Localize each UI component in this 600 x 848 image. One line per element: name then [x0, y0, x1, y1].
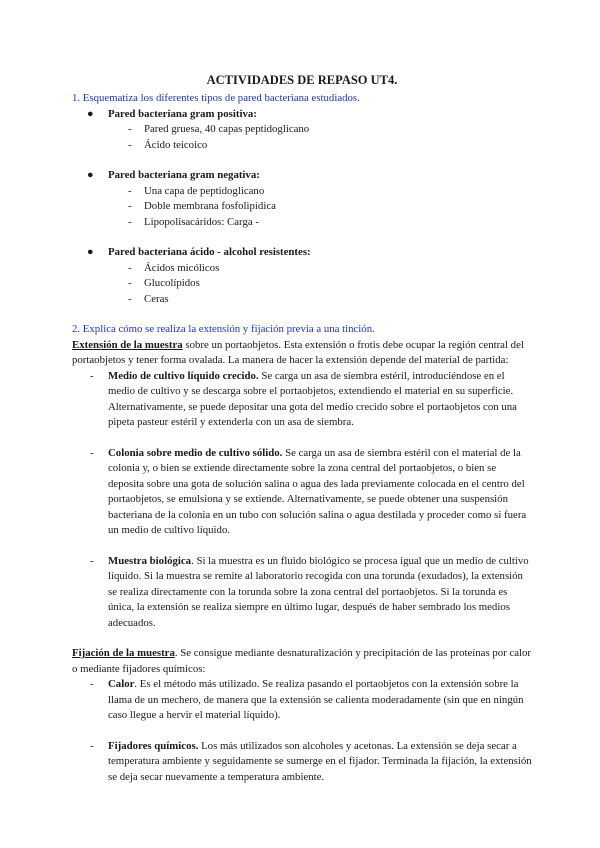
- list-item: - Ácidos micólicos: [128, 261, 220, 274]
- bullet-icon: ●: [87, 246, 94, 258]
- list-item: - Ácido teicoico: [128, 138, 208, 151]
- fixation-paragraph: Fijación de la muestra. Se consigue mediante desnaturalización y precipitación de las proteínas por calor o mediante fijadores químicos:: [72, 647, 532, 675]
- bullet-acid-alcohol-resistant: ● Pared bacteriana ácido - alcohol resistentes:: [72, 245, 532, 261]
- extension-heading: Extensión de la muestra: [72, 338, 183, 351]
- list-item: - Ceras: [128, 292, 169, 305]
- bullet-icon: ●: [87, 107, 94, 120]
- list-item: - Pared gruesa, 40 capas peptidoglicano: [128, 123, 310, 135]
- bullet-gram-negative: ● Pared bacteriana gram negativa:: [72, 168, 532, 184]
- question-2: 2. Explica cómo se realiza la extensión y fijación previa a una tinción.: [72, 323, 375, 335]
- extension-item-liquid: - Medio de cultivo líquido crecido. Se carga un asa de siembra estéril, introduciéndose en el medio de cultivo y se descarga sobre el portaobjetos, extendiendo el material en su superficie. Alternativamente, se puede depositar una gota del medio crecido sobre el portaobjetos con una pipeta pasteur estéril y extenderla con un asa de siembra.: [90, 369, 517, 428]
- fixation-heading: Fijación de la muestra: [72, 647, 175, 659]
- list-item: - Doble membrana fosfolipídica: [128, 200, 276, 212]
- bullet-gram-positive: ● Pared bacteriana gram positiva:: [72, 107, 532, 123]
- list-item: - Una capa de peptidoglicano: [128, 184, 265, 197]
- fixation-item-chemical: - Fijadores químicos. Los más utilizados son alcoholes y acetonas. La extensión se deja secar a temperatura ambiente y seguidamente se sumerge en el fijador. Terminada la fijación, la extensión se deja secar nuevamente a temperatura ambiente.: [90, 739, 532, 783]
- question-1: 1. Esquematiza los diferentes tipos de pared bacteriana estudiados.: [72, 92, 360, 104]
- extension-item-colony: - Colonia sobre medio de cultivo sólido. Se carga un asa de siembra estéril con el material de la colonia y, o bien se extiende directamente sobre la zona central del portaobjetos, o bien se deposita sobre una gota de solución salina o agua des lada previamente colocada en el centro del portaobjetos, se emulsiona y se extiende. Alternativamente, se puede obtener una suspensión bacteriana de la colonia en un tubo con solución salina o agua destilada y proceder como si fuera un medio de cultivo líquido.: [90, 446, 527, 536]
- extension-paragraph: Extensión de la muestra sobre un portaobjetos. Esta extensión o frotis debe ocupar la región central del portaobjetos y tener forma ovalada. La manera de hacer la extensión depende del material de partida:: [72, 338, 524, 366]
- extension-item-biological: - Muestra biológica. Si la muestra es un fluido biológico se procesa igual que un medio de cultivo líquido. Si la muestra se remite al laboratorio recogida con una torunda (exudados), la extensión se realiza directamente con la torunda sobre la zona central del portaobjetos. Si la torunda es única, la extensión se realiza siempre en último lugar, después de haber sembrado los medios adecuados.: [90, 554, 529, 629]
- page-title: ACTIVIDADES DE REPASO UT4.: [206, 73, 398, 87]
- bullet-icon: ●: [87, 169, 94, 181]
- fixation-item-heat: - Calor. Es el método más utilizado. Se realiza pasando el portaobjetos con la extensión sobre la llama de un mechero, de manera que la extensión se calienta moderadamente (sin que en ningún caso llegue a hervir el material líquido).: [90, 678, 524, 721]
- list-item: - Glucolípidos: [128, 277, 200, 289]
- list-item: - Lipopolisacáridos: Carga -: [128, 215, 259, 228]
- document-body: [72, 72, 532, 785]
